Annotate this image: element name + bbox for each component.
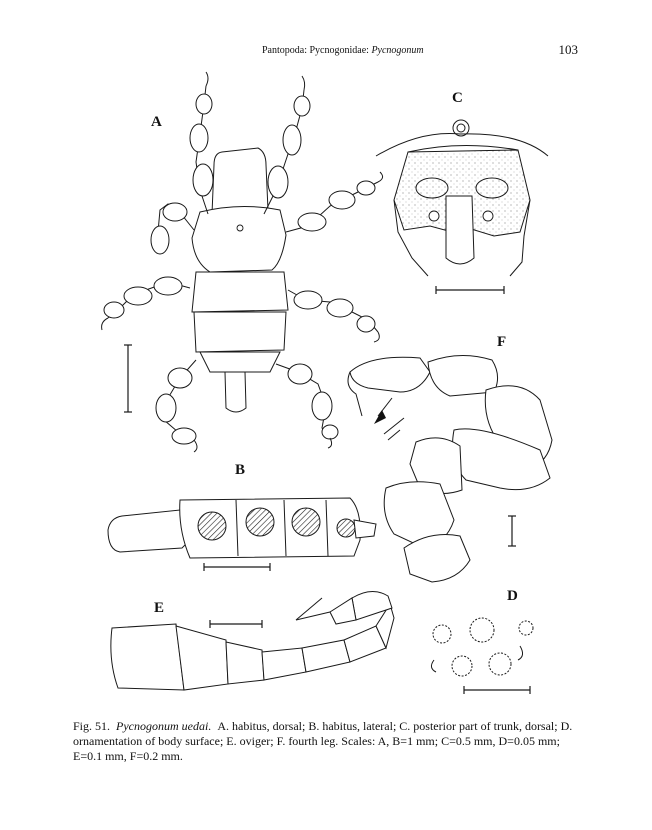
panel-a-habitus-dorsal: [102, 72, 383, 452]
panel-label-e: E: [154, 600, 165, 616]
panel-label-a: A: [151, 114, 162, 130]
panel-label-d: D: [507, 588, 518, 604]
panel-c-posterior-trunk: [376, 120, 548, 294]
figure-caption: [73, 719, 583, 764]
page-number: 103: [558, 42, 578, 57]
caption-text: A. habitus, dorsal; B. habitus, lateral; C. posterior part of trunk, dorsal; D. ornamentation of body surface; E. oviger; F. fourth leg. Scales: A, B=1 mm; C=0.5 mm, D=0.05 mm; E=0.1 mm, F=0.2 mm.: [73, 719, 573, 763]
panel-label-f: F: [497, 334, 507, 350]
panel-label-c: C: [452, 90, 463, 106]
caption-figure-number: Fig. 51.: [73, 719, 111, 733]
running-head-prefix: Pantopoda: Pycnogonidae:: [262, 45, 372, 56]
panel-d-ornamentation: [431, 618, 533, 694]
panel-b-habitus-lateral: [108, 498, 376, 571]
running-head-genus: Pycnogonum: [371, 45, 424, 56]
panel-f-fourth-leg: [348, 355, 552, 582]
caption-species: Pycnogonum uedai.: [116, 719, 212, 733]
panel-label-b: B: [235, 462, 246, 478]
